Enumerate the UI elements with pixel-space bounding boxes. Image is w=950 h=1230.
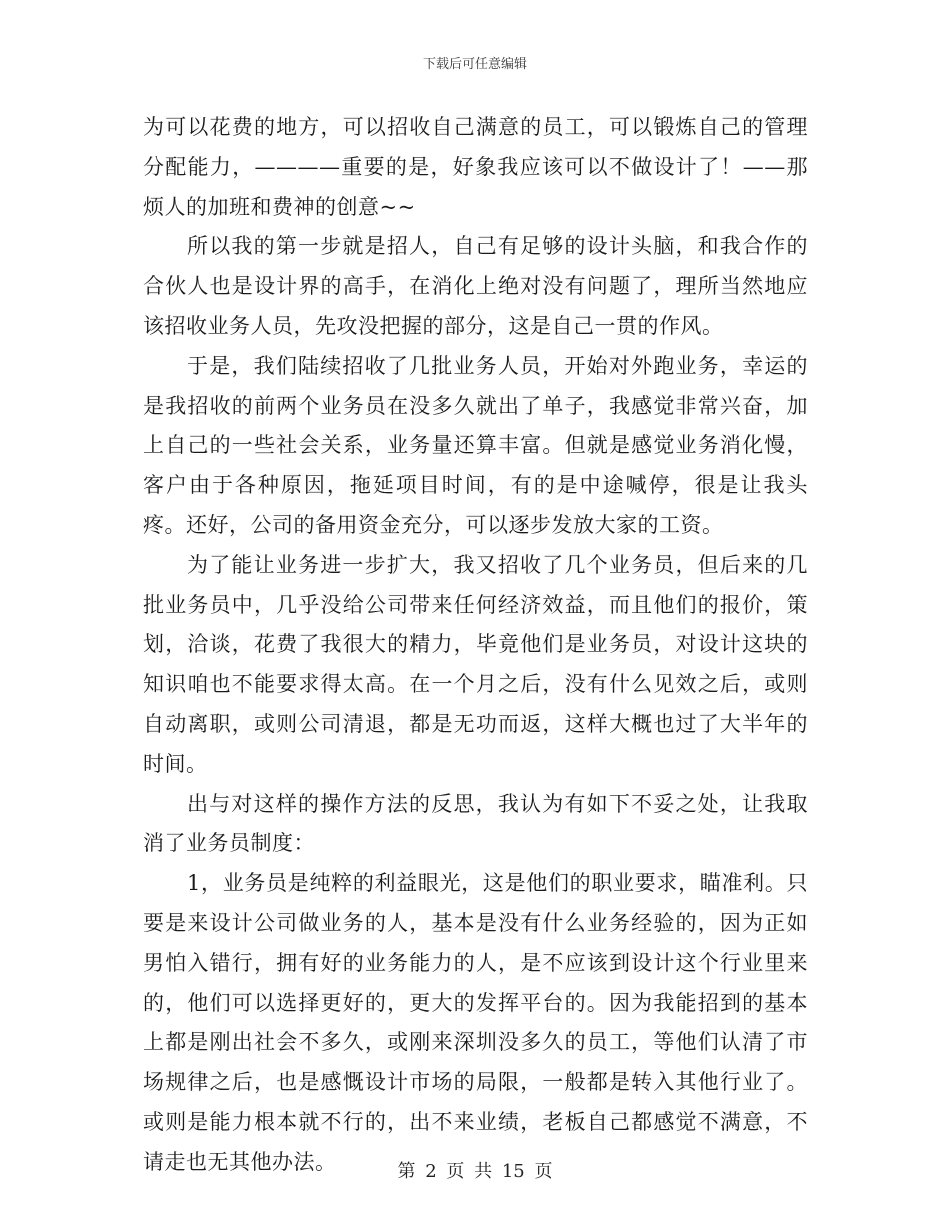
paragraph: 为可以花费的地方，可以招收自己满意的员工，可以锻炼自己的管理分配能力，————重要的是，好象我应该可以不做设计了！——那烦人的加班和费神的创意~~ bbox=[143, 115, 808, 219]
page-number: 第 2 页 共 15 页 bbox=[397, 1161, 553, 1182]
paragraph: 为了能让业务进一步扩大，我又招收了几个业务员，但后来的几批业务员中，几乎没给公司带来任何经济效益，而且他们的报价，策划，洽谈，花费了我很大的精力，毕竟他们是业务员，对设计这块的知识咱也不能要求得太高。在一个月之后，没有什么见效之后，或则自动离职，或则公司清退，都是无功而返，这样大概也过了大半年的时间。 bbox=[143, 552, 808, 776]
paragraph: 1，业务员是纯粹的利益眼光，这是他们的职业要求，瞄准利。只要是来设计公司做业务的人，基本是没有什么业务经验的，因为正如男怕入错行，拥有好的业务能力的人，是不应该到设计这个行业里来的，他们可以选择更好的，更大的发挥平台的。因为我能招到的基本上都是刚出社会不多久，或刚来深圳没多久的员工，等他们认清了市场规律之后，也是感慨设计市场的局限，一般都是转入其他行业了。或则是能力根本就不行的，出不来业绩，老板自己都感觉不满意，不请走也无其他办法。 bbox=[143, 871, 808, 1174]
paragraph: 于是，我们陆续招收了几批业务人员，开始对外跑业务，幸运的是我招收的前两个业务员在没多久就出了单子，我感觉非常兴奋，加上自己的一些社会关系，业务量还算丰富。但就是感觉业务消化慢，客户由于各种原因，拖延项目时间，有的是中途喊停，很是让我头疼。还好，公司的备用资金充分，可以逐步发放大家的工资。 bbox=[143, 353, 808, 537]
paragraph: 所以我的第一步就是招人，自己有足够的设计头脑，和我合作的合伙人也是设计界的高手，在消化上绝对没有问题了，理所当然地应该招收业务人员，先攻没把握的部分，这是自己一贯的作风。 bbox=[143, 234, 808, 338]
document-body bbox=[143, 108, 808, 1183]
paragraph: 出与对这样的操作方法的反思，我认为有如下不妥之处，让我取消了业务员制度： bbox=[143, 791, 808, 856]
page-header: 下载后可任意编辑 bbox=[422, 57, 527, 72]
